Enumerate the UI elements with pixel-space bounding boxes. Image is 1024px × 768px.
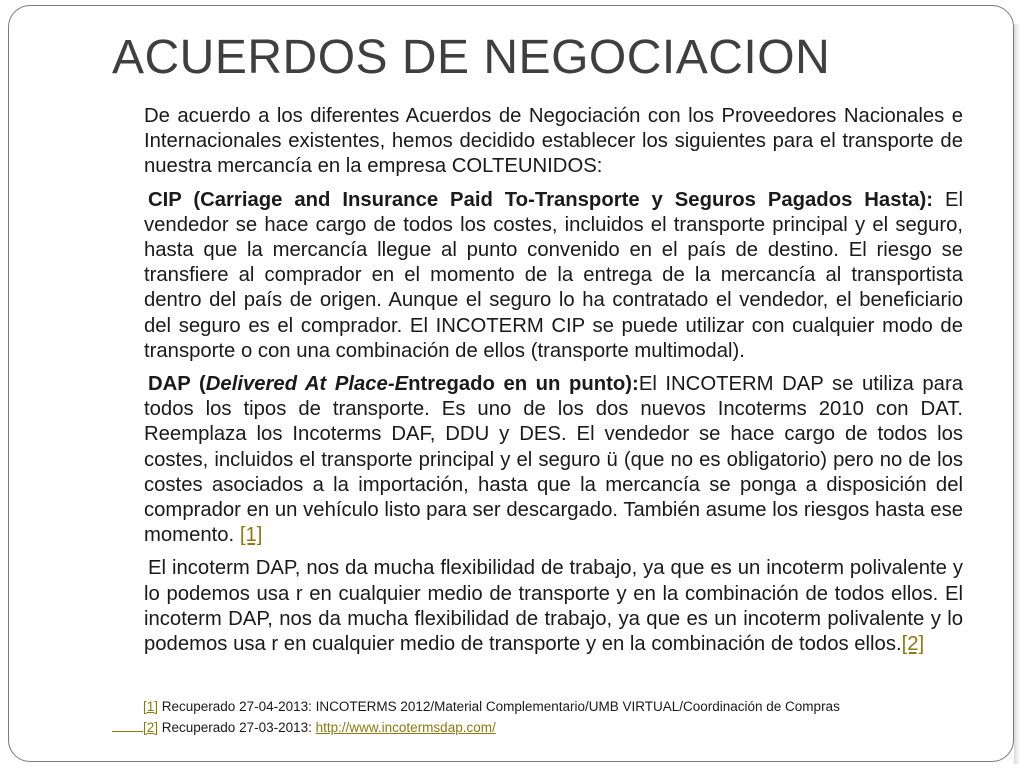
- slide-shadow: [1014, 24, 1020, 764]
- footnote-1-ref-link[interactable]: [1]: [143, 699, 159, 714]
- dap-heading-italic: Delivered At Place-E: [205, 373, 409, 396]
- footnote-2-url-link[interactable]: http://www.incotermsdap.com/: [315, 720, 496, 735]
- cip-heading: CIP (Carriage and Insurance Paid To-Transporte y Seguros Pagados Hasta):: [148, 188, 934, 211]
- footnote-2-text: Recuperado 27-03-2013:: [158, 720, 316, 735]
- footnote-1-text: Recuperado 27-04-2013: INCOTERMS 2012/Material Complementario/UMB VIRTUAL/Coordinación de Compras: [158, 699, 840, 714]
- slide-body: [144, 104, 963, 665]
- dap-heading-post: ntregado en un punto):: [408, 373, 639, 396]
- slide-title: ACUERDOS DE NEGOCIACION: [112, 31, 831, 84]
- footnotes: [112, 696, 992, 738]
- flex-paragraph: [144, 556, 963, 657]
- flex-ref-link[interactable]: [2]: [901, 633, 925, 656]
- dap-heading: [148, 373, 639, 395]
- flex-text: El incoterm DAP, nos da mucha flexibilidad de trabajo, ya que es un incoterm polivalente y lo podemos usa r en cualquier medio de transporte y en la combinación de todos ellos. El incoterm DAP, nos da mucha flexibilidad de trabajo, ya que es un incoterm polivalente y lo podemos usa r en cualquier medio de transporte y en la combinación de todos ellos.: [144, 557, 963, 656]
- cip-paragraph: [144, 188, 963, 364]
- footnote-1: [112, 696, 992, 717]
- dap-text: El INCOTERM DAP se utiliza para todos los tipos de transporte. Es uno de los dos nuevos Incoterms 2010 con DAT. Reemplaza los Incoterms DAF, DDU y DES. El vendedor se hace cargo de todos los costes, incluidos el transporte principal y el seguro ü (que no es obligatorio) pero no de los costes asociados a la importación, hasta que la mercancía se ponga a disposición del comprador en un vehículo listo para ser descargado. También asume los riesgos hasta ese momento.: [144, 373, 963, 547]
- intro-paragraph: De acuerdo a los diferentes Acuerdos de Negociación con los Proveedores Nacionales e Internacionales existentes, hemos decidido establecer los siguientes para el transporte de nuestra mercancía en la empresa COLTEUNIDOS:: [144, 105, 963, 178]
- footnote-2: [112, 717, 992, 738]
- dap-heading-pre: DAP (: [148, 373, 206, 396]
- dap-paragraph: [144, 372, 963, 548]
- footnote-2-underline: [112, 719, 143, 732]
- dap-ref-link[interactable]: [1]: [239, 524, 263, 547]
- footnote-2-ref-link[interactable]: [2]: [143, 720, 159, 735]
- cip-text: El vendedor se hace cargo de todos los costes, incluidos el transporte principal y el seguro, hasta que la mercancía llegue al punto convenido en el país de destino. El riesgo se transfiere al comprador en el momento de la entrega de la mercancía al transportista dentro del país de origen. Aunque el seguro lo ha contratado el vendedor, el beneficiario del seguro es el comprador. El INCOTERM CIP se puede utilizar con cualquier modo de transporte o con una combinación de ellos (transporte multimodal).: [144, 188, 963, 362]
